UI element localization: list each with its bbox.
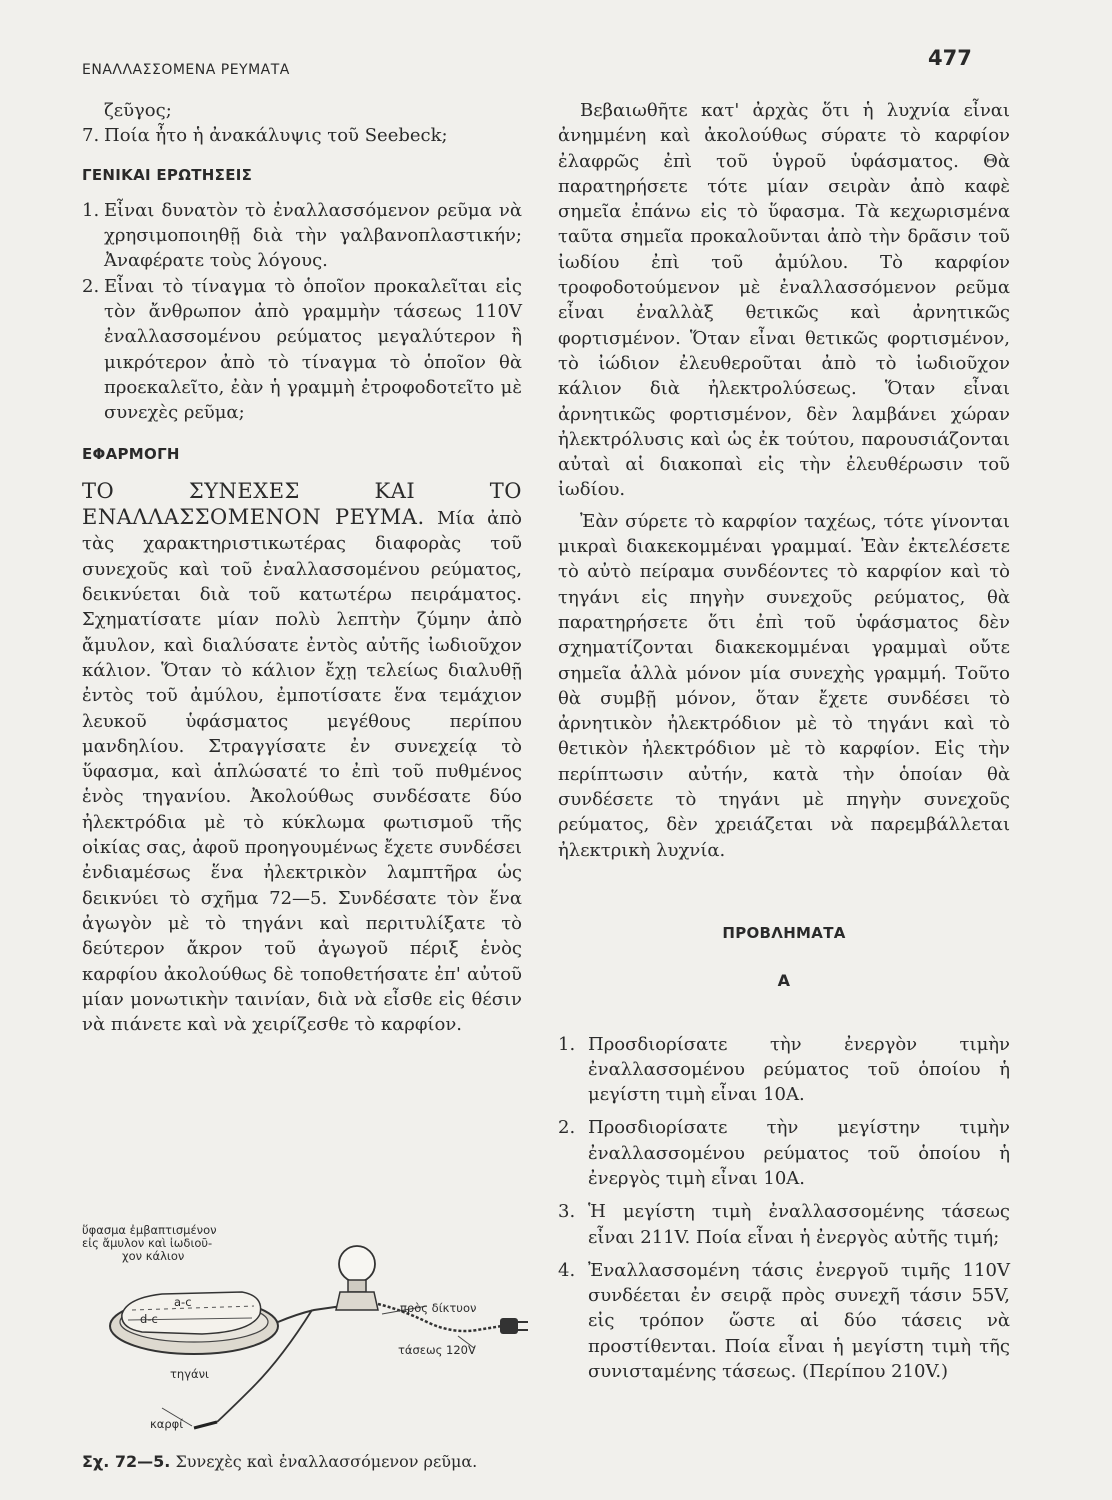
problem-2 xyxy=(558,1115,1010,1191)
running-title: ΕΝΑΛΛΑΣΣΟΜΕΝΑ ΡΕΥΜΑΤΑ xyxy=(82,62,290,78)
experiment-paragraph xyxy=(82,479,522,1038)
problem-number: 2. xyxy=(558,1117,576,1139)
label-pan: τηγάνι xyxy=(170,1367,209,1381)
question-7 xyxy=(82,123,522,148)
left-column xyxy=(82,98,522,1037)
question-number: 7. xyxy=(82,125,100,147)
label-nail: καρφί xyxy=(150,1417,184,1431)
nail-shape xyxy=(194,1422,217,1428)
problem-number: 4. xyxy=(558,1259,576,1281)
caption-number: Σχ. 72—5. xyxy=(82,1452,171,1471)
general-question-1 xyxy=(82,198,522,274)
lamp-bulb xyxy=(339,1246,375,1282)
label-dc: d-c xyxy=(140,1312,158,1326)
caption-text: Συνεχὲς καὶ ἐναλλασσόμενον ρεῦμα. xyxy=(175,1452,478,1471)
label-network: πρὸς δίκτυον xyxy=(400,1301,477,1315)
problem-3 xyxy=(558,1199,1010,1250)
label-ac: a-c xyxy=(174,1295,192,1309)
cloth-label-line1: ὕφασμα ἐμβαπτισμένον xyxy=(82,1223,217,1237)
problem-1 xyxy=(558,1032,1010,1108)
problem-text: Προσδιορίσατε τὴν ἐνεργὸν τιμὴν ἐναλλασσομένου ρεύματος τοῦ ὁποίου ἡ μεγίστη τιμὴ εἶναι 10A. xyxy=(588,1033,1010,1106)
question-number: 2. xyxy=(82,275,100,297)
explanation-paragraph-1: Βεβαιωθῆτε κατ' ἀρχὰς ὅτι ἡ λυχνία εἶναι ἀνημμένη καὶ ἀκολούθως σύρατε τὸ καρφίον ἐλαφρῶς ἐπὶ τοῦ ὑγροῦ ὑφάσματος. Θὰ παρατηρήσετε τότε μίαν σειρὰν ἀπὸ καφὲ σημεῖα ἐπάνω εἰς τὸ ὕφασμα. Τὰ κεχωρισμένα ταῦτα σημεῖα προκαλοῦνται ἀπὸ τὴν δρᾶσιν τοῦ ἰωδίου ἐπὶ τοῦ ἀμύλου. Τὸ καρφίον τροφοδοτούμενον μὲ ἐναλλασσόμενον ρεῦμα εἶναι ἐναλλὰξ θετικῶς καὶ ἀρνητικῶς φορτισμένον. Ὅταν εἶναι θετικῶς φορτισμένον, τὸ ἰώδιον ἐλευθεροῦται ἀπὸ τὸ ἰωδιοῦχον κάλιον διὰ ἠλεκτρολύσεως. Ὅταν εἶναι ἀρνητικῶς φορτισμένον, δὲν λαμβάνει χώραν ἠλεκτρόλυσις καὶ ὡς ἐκ τούτου, παρουσιάζονται αὐταὶ αἱ διακοπαὶ εἰς τὴν ἐλευθέρωσιν τοῦ ἰωδίου. xyxy=(558,100,1010,501)
figure-caption xyxy=(82,1452,542,1471)
figure-72-5 xyxy=(82,1218,542,1480)
right-column xyxy=(558,98,1010,1384)
problem-text: Ἐναλλασσομένη τάσις ἐνεργοῦ τιμῆς 110V συνδέεται ἐν σειρᾷ πρὸς συνεχῆ τάσιν 55V, εἰς τρόπον ὥστε αἱ δύο τάσεις νὰ προστίθενται. Ποία εἶναι ἡ μεγίστη τιμὴ τῆς συνισταμένης τάσεως. (Περίπου 210V.) xyxy=(588,1259,1010,1383)
question-fragment: ζεῦγος; xyxy=(104,100,172,121)
question-text: Εἶναι τὸ τίναγμα τὸ ὁποῖον προκαλεῖται εἰς τὸν ἄνθρωπον ἀπὸ γραμμὴν τάσεως 110V ἐναλλασσομένου ρεύματος μεγαλύτερον ἢ μικρότερον ἀπὸ τὸ τίναγμα τὸ ὁποῖον θὰ προεκαλεῖτο, ἐὰν ἡ γραμμὴ ἐτροφοδοτεῖτο μὲ συνεχὲς ρεῦμα; xyxy=(104,275,522,424)
question-text: Εἶναι δυνατὸν τὸ ἐναλλασσόμενον ρεῦμα νὰ χρησιμοποιηθῇ διὰ τὴν γαλβανοπλαστικήν; Ἀναφέρατε τοὺς λόγους. xyxy=(104,199,522,272)
page-number: 477 xyxy=(928,46,972,70)
lamp-socket xyxy=(336,1292,378,1310)
problem-text: Ἡ μεγίστη τιμὴ ἐναλλασσομένης τάσεως εἶναι 211V. Ποία εἶναι ἡ ἐνεργὸς αὐτῆς τιμή; xyxy=(588,1201,1010,1248)
problem-number: 1. xyxy=(558,1033,576,1055)
lamp-base xyxy=(348,1280,366,1292)
problem-4 xyxy=(558,1258,1010,1384)
problem-text: Προσδιορίσατε τὴν μεγίστην τιμὴν ἐναλλασσομένου ρεύματος τοῦ ὁποίου ἡ ἐνεργὸς τιμὴ εἶναι 10A. xyxy=(588,1117,1010,1189)
cloth-label-line2: εἰς ἄμυλον καὶ ἰωδιοῦ- xyxy=(82,1236,213,1250)
section-body: Μία ἀπὸ τὰς χαρακτηριστικωτέρας διαφορὰς τοῦ συνεχοῦς καὶ τοῦ ἐναλλασσομένου ρεύματος, δεικνύεται διὰ τοῦ κατωτέρω πειράματος. Σχηματίσατε μίαν πολὺ λεπτὴν ζύμην ἀπὸ ἄμυλον, καὶ διαλύσατε ἐντὸς αὐτῆς ἰωδιοῦχον κάλιον. Ὅταν τὸ κάλιον ἔχῃ τελείως διαλυθῇ ἐντὸς τοῦ ἀμύλου, ἐμποτίσατε ἕνα τεμάχιον λευκοῦ ὑφάσματος μεγέθους περίπου μανδηλίου. Στραγγίσατε ἐν συνεχείᾳ τὸ ὕφασμα, καὶ ἁπλώσατέ το ἐπὶ τοῦ πυθμένος ἑνὸς τηγανίου. Ἀκολούθως συνδέσατε δύο ἠλεκτρόδια μὲ τὸ κύκλωμα φωτισμοῦ τῆς οἰκίας σας, ἀφοῦ προηγουμένως ἔχετε συνδέσει ἐνδιαμέσως ἕνα ἠλεκτρικὸν λαμπτῆρα ὡς δεικνύει τὸ σχῆμα 72—5. Συνδέσατε τὸν ἕνα ἀγωγὸν μὲ τὸ τηγάνι καὶ περιτυλίξατε τὸ δεύτερον ἄκρον τοῦ ἀγωγοῦ πέριξ ἑνὸς καρφίου ἀκολούθως δὲ τοποθετήσατε ἐπ' αὐτοῦ μίαν μονωτικὴν ταινίαν, διὰ νὰ εἶσθε εἰς θέσιν νὰ πιάνετε καὶ νὰ χειρίζεσθε τὸ καρφίον. xyxy=(82,508,522,1036)
problem-number: 3. xyxy=(558,1201,576,1223)
question-number: 1. xyxy=(82,199,100,221)
problems-subheading: Α xyxy=(777,971,791,991)
general-questions-heading: ΓΕΝΙΚΑΙ ΕΡΩΤΗΣΕΙΣ xyxy=(82,165,253,184)
question-text: Ποία ἦτο ἡ ἀνακάλυψις τοῦ Seebeck; xyxy=(104,125,448,147)
problems-heading: ΠΡΟΒΛΗΜΑΤΑ xyxy=(722,923,846,942)
application-heading: ΕΦΑΡΜΟΓΗ xyxy=(82,444,180,463)
label-voltage: τάσεως 120V xyxy=(398,1343,476,1357)
explanation-paragraph-2: Ἐὰν σύρετε τὸ καρφίον ταχέως, τότε γίνονται μικραὶ διακεκομμέναι γραμμαί. Ἐὰν ἐκτελέσετε τὸ αὐτὸ πείραμα συνδέοντες τὸ καρφίον καὶ τὸ τηγάνι εἰς πηγὴν συνεχοῦς ρεύματος, θὰ παρατηρήσετε ὅτι ἐπὶ τοῦ ὑφάσματος δὲν σχηματίζονται διακεκομμέναι γραμμαὶ οὔτε σημεῖα ἀλλὰ μόνον μία συνεχὴς γραμμή. Τοῦτο θὰ συμβῇ μόνον, ὅταν ἔχετε συνδέσει τὸ ἀρνητικὸν ἠλεκτρόδιον μὲ τὸ τηγάνι καὶ τὸ θετικὸν ἠλεκτρόδιον μὲ τὸ καρφίον. Εἰς τὴν περίπτωσιν αὐτήν, κατὰ τὴν ὁποίαν θὰ συνδέσετε τὸ τηγάνι μὲ πηγὴν συνεχοῦς ρεύματος, δὲν χρειάζεται νὰ παρεμβάλλεται ἠλεκτρικὴ λυχνία. xyxy=(558,510,1010,861)
general-question-2 xyxy=(82,274,522,426)
plug xyxy=(500,1318,518,1334)
section-title: ΤΟ ΣΥΝΕΧΕΣ ΚΑΙ ΤΟ ΕΝΑΛΛΑΣΣΟΜΕΝΟΝ ΡΕΥΜΑ. xyxy=(82,478,522,530)
cloth-label-line3: χον κάλιον xyxy=(122,1249,185,1263)
